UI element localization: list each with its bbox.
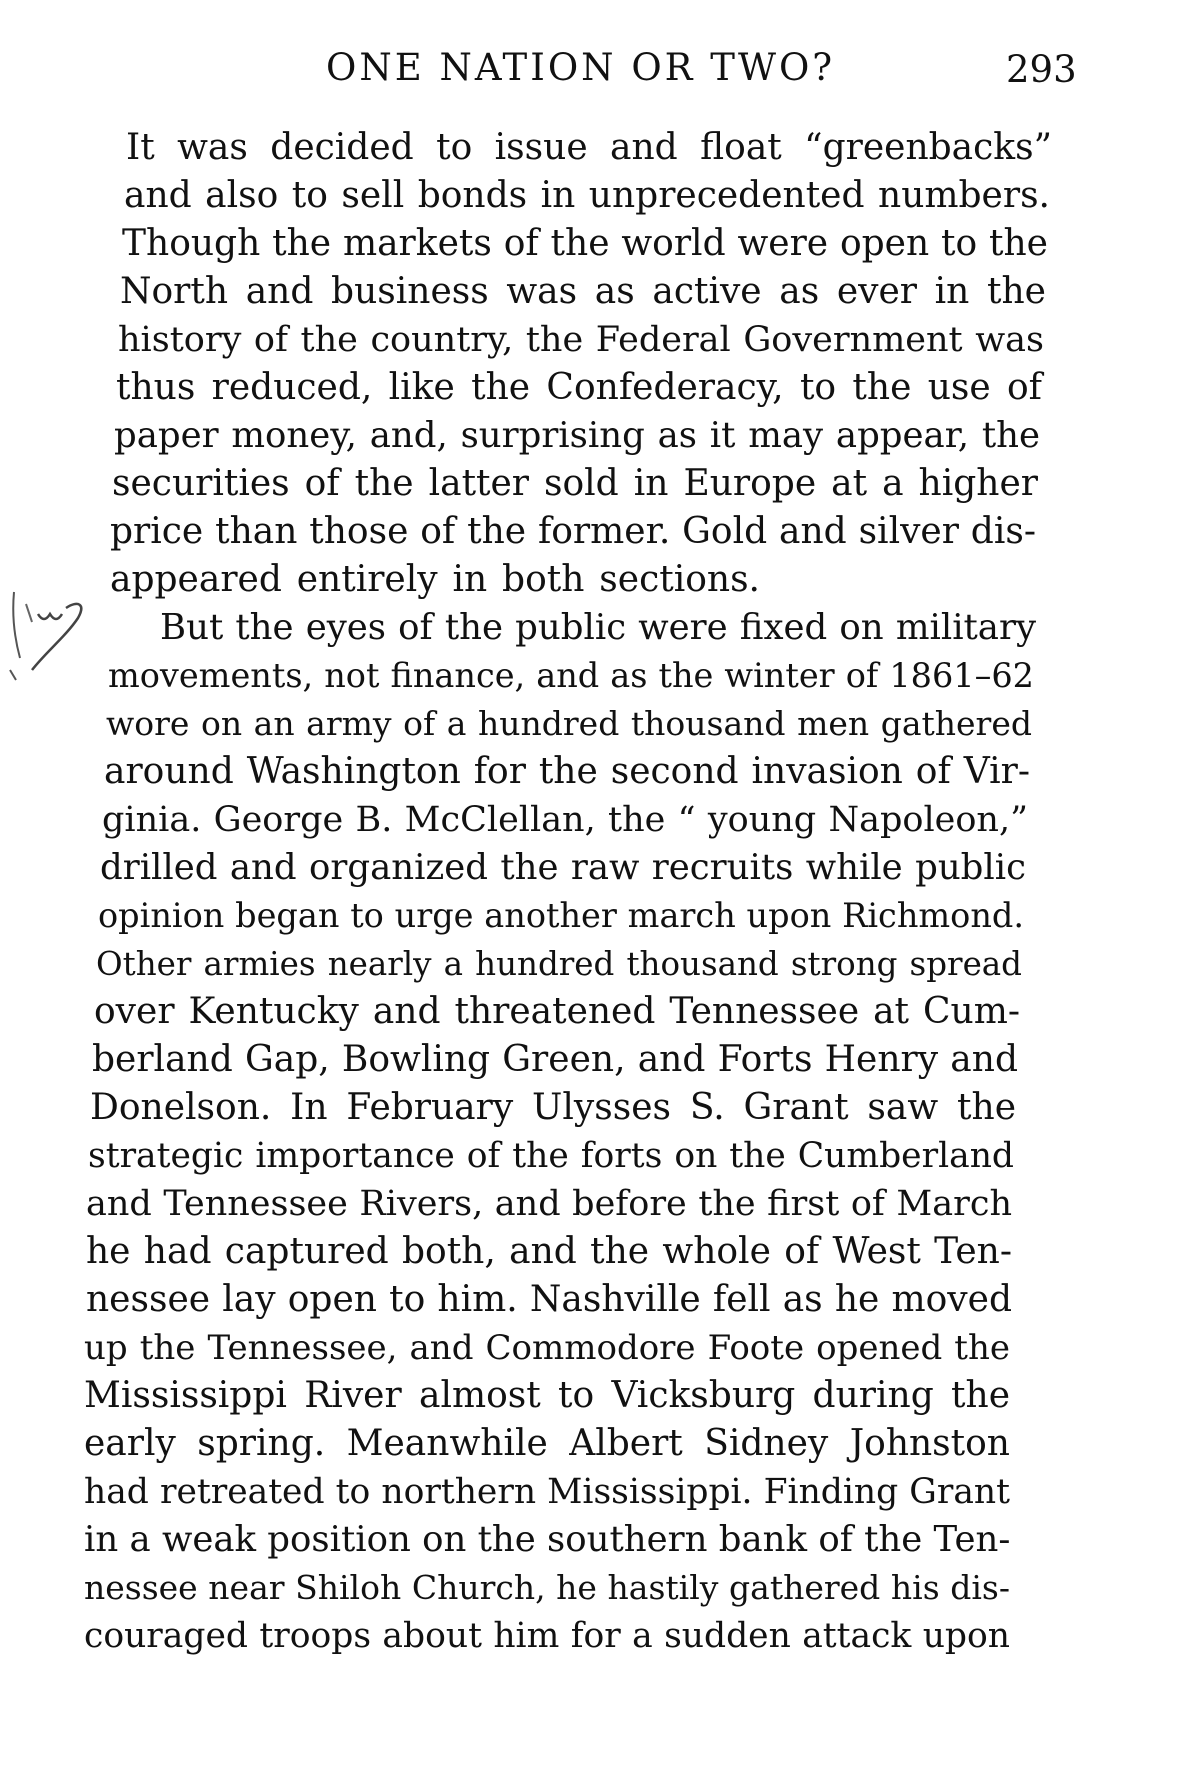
- text-line: berland Gap, Bowling Green, and Forts Henry and: [92, 1039, 1018, 1080]
- text-line: But the eyes of the public were fixed on military: [160, 607, 1036, 648]
- text-line: Other armies nearly a hundred thousand strong spread: [96, 945, 1022, 983]
- text-line: nessee lay open to him. Nashville fell as he moved: [86, 1279, 1012, 1320]
- text-line: paper money, and, surprising as it may appear, the: [114, 415, 1040, 456]
- text-line: around Washington for the second invasion of Vir-: [104, 751, 1030, 792]
- text-line: It was decided to issue and float “greenbacks”: [126, 127, 1052, 168]
- text-line: and Tennessee Rivers, and before the first of March: [86, 1184, 1012, 1224]
- running-title: ONE NATION OR TWO?: [326, 46, 836, 89]
- text-line: Donelson. In February Ulysses S. Grant saw the: [90, 1087, 1016, 1128]
- text-line: strategic importance of the forts on the Cumberland: [88, 1136, 1014, 1176]
- text-line: ginia. George B. McClellan, the “ young Napoleon,”: [102, 800, 1028, 840]
- text-line: Mississippi River almost to Vicksburg during the: [84, 1375, 1010, 1416]
- text-line: up the Tennessee, and Commodore Foote opened the: [84, 1328, 1010, 1368]
- text-line: securities of the latter sold in Europe at a higher: [112, 463, 1038, 504]
- text-line: nessee near Shiloh Church, he hastily gathered his dis-: [84, 1568, 1010, 1607]
- text-line: wore on an army of a hundred thousand men gathered: [106, 704, 1032, 743]
- text-line: and also to sell bonds in unprecedented numbers.: [124, 175, 1050, 216]
- text-line: in a weak position on the southern bank of the Ten-: [84, 1519, 1011, 1560]
- text-line: opinion began to urge another march upon Richmond.: [98, 896, 1024, 935]
- text-line: price than those of the former. Gold and silver dis-: [110, 511, 1036, 552]
- text-line: appeared entirely in both sections.: [110, 559, 760, 600]
- text-line: North and business was as active as ever in the: [120, 271, 1046, 312]
- text-line: early spring. Meanwhile Albert Sidney Johnston: [84, 1423, 1010, 1464]
- text-line: drilled and organized the raw recruits while public: [100, 847, 1026, 888]
- text-line: history of the country, the Federal Government was: [118, 320, 1044, 360]
- text-line: Though the markets of the world were open to the: [122, 223, 1048, 264]
- text-line: movements, not finance, and as the winter of 1861–62: [108, 656, 1034, 695]
- text-line: he had captured both, and the whole of West Ten-: [86, 1231, 1012, 1272]
- text-line: couraged troops about him for a sudden attack upon: [84, 1616, 1010, 1656]
- text-line: thus reduced, like the Confederacy, to the use of: [116, 367, 1042, 408]
- page-number: 293: [1006, 48, 1077, 91]
- page-header: [0, 46, 1185, 106]
- text-line: had retreated to northern Mississippi. Finding Grant: [84, 1472, 1010, 1512]
- text-line: over Kentucky and threatened Tennessee at Cum-: [94, 991, 1020, 1032]
